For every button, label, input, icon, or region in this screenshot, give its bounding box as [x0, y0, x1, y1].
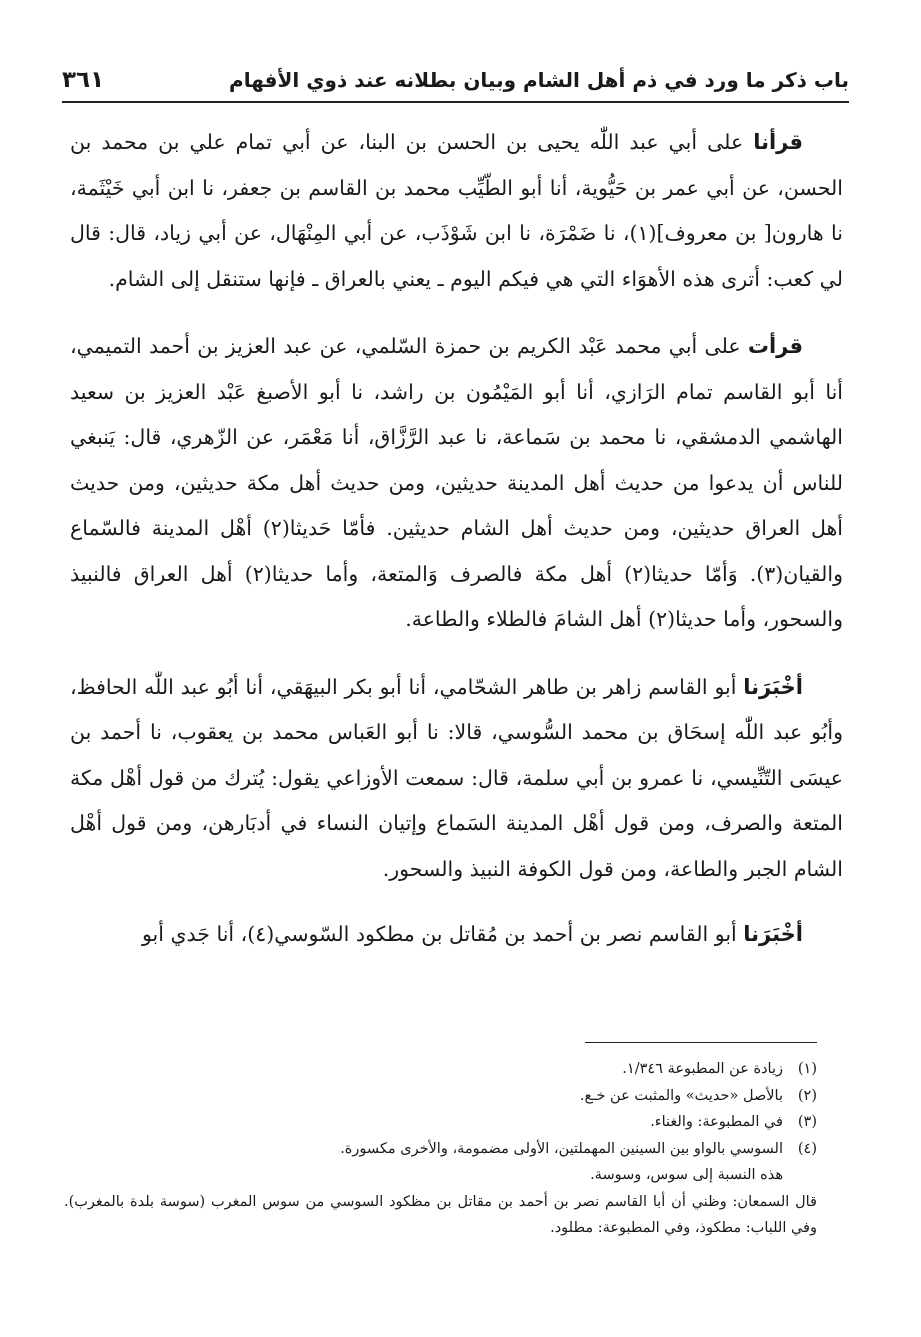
paragraph-lead: قرأت: [747, 334, 803, 358]
footnote-number: (٤): [797, 1140, 817, 1157]
paragraph: [70, 665, 843, 893]
footnote: [64, 1056, 817, 1083]
footnote-number: (١): [797, 1061, 817, 1077]
footnote-continuation: قال السمعان: وظني أن أبا القاسم نصر بن أحمد بن مقاتل بن مظكود السوسي من سوس المغرب (سوسة بلدة بالمغرب). وفي اللباب: مطكوذ، وفي المطبوعة: مطلود.: [64, 1193, 817, 1236]
header-rule: [62, 101, 849, 103]
paragraph: [70, 912, 843, 958]
page-number: ٣٦١: [62, 67, 105, 93]
footnote: [64, 1136, 817, 1163]
paragraph-text: على أبي محمد عَبْد الكريم بن حمزة السّلمي، عن عبد العزيز بن أحمد التميمي، أنا أبو القاسم تمام الرَازي، أنا أبو المَيْمُون بن راشد، نا أبو الأصبغ عَبْد العزيز بن سعيد الهاشمي الدمشقي، نا محمد بن سَماعة، نا عبد الرَّزَّاق، أنا مَعْمَر، عن الزّهري، قال: يَنبغي للناس أن يدعوا من حديث أهل المدينة حديثين، ومن حديث أهل مكة حديثين، ومن حديث أهل العراق حديثين، ومن حديث أهل الشام حديثين. فأمّا حَديثا(٢) أهْل المدينة فالسّماع والقيان(٣). وَأمّا حديثا(٢) أهل مكة فالصرف وَالمتعة، وأما حديثا(٢) أهل العراق فالنبيذ والسحور، وأما حديثا(٢) أهل الشامَ فالطلاء والطاعة.: [70, 334, 843, 631]
footnote-text: بالأصل «حديث» والمثبت عن خـع.: [579, 1087, 783, 1104]
running-header: [62, 62, 849, 98]
main-text: [70, 120, 843, 980]
footnote-continuation: هذه النسبة إلى سوس، وسوسة.: [590, 1167, 783, 1183]
footnote-number: (٢): [797, 1087, 817, 1104]
paragraph-text: على أبي عبد اللّٰه يحيى بن الحسن بن البنا، عن أبي تمام علي بن محمد بن الحسن، عن أبي عمر بن حَيُّوية، أنا أبو الطّيِّب محمد بن القاسم بن جعفر، نا ابن أبي خَيْثَمة، نا هارون[ بن معروف](١)، نا ضَمْرَة، نا ابن شَوْذَب، عن أبي المِنْهَال، عن أبي زياد، قال: قال لي كعب: أترى هذه الأهوَاء التي هي فيكم اليوم ـ يعني بالعراق ـ فإنها ستنقل إلى الشام.: [70, 130, 843, 291]
paragraph-lead: أخْبَرَنا: [743, 922, 803, 946]
header-title: باب ذكر ما ورد في ذم أهل الشام وبيان بطلانه عند ذوي الأفهام: [229, 68, 849, 92]
footnote-text: زيادة عن المطبوعة ١/٣٤٦.: [622, 1061, 783, 1077]
paragraph-text: أبو القاسم زاهر بن طاهر الشحّامي، أنا أبو بكر البيهَقي، أنا أبُو عبد اللّٰه الحافظ، وأبُو عبد اللّٰه إسحَاق بن محمد السُّوسي، قالا: نا أبو العَباس محمد بن يعقوب، نا أحمد بن عيسَى التّنِّيسي، نا عمرو بن أبي سلمة، قال: سمعت الأوزاعي يقول: يُترك من قول أهْل مكة المتعة والصرف، ومن قول أهْل المدينة السَماع وإتيان النساء في أدبَارهن، ومن قول أهْل الشام الجبر والطاعة، ومن قول الكوفة النبيذ والسحور.: [70, 674, 843, 881]
footnote: [64, 1083, 817, 1110]
footnote-number: (٣): [797, 1114, 817, 1130]
footnote-rule: [585, 1042, 817, 1043]
footnote-text: السوسي بالواو بين السينين المهملتين، الأولى مضمومة، والأخرى مكسورة.: [340, 1140, 783, 1157]
footnote: [64, 1109, 817, 1136]
footnotes: [64, 1056, 817, 1242]
paragraph-lead: قرأنا: [753, 130, 803, 154]
paragraph: [70, 120, 843, 302]
footnote-text: في المطبوعة: والغناء.: [650, 1114, 783, 1130]
paragraph: [70, 324, 843, 643]
paragraph-text: أبو القاسم نصر بن أحمد بن مُقاتل بن مطكود السّوسي(٤)، أنا جَدي أبو: [141, 922, 744, 946]
paragraph-lead: أخْبَرَنا: [743, 674, 803, 699]
